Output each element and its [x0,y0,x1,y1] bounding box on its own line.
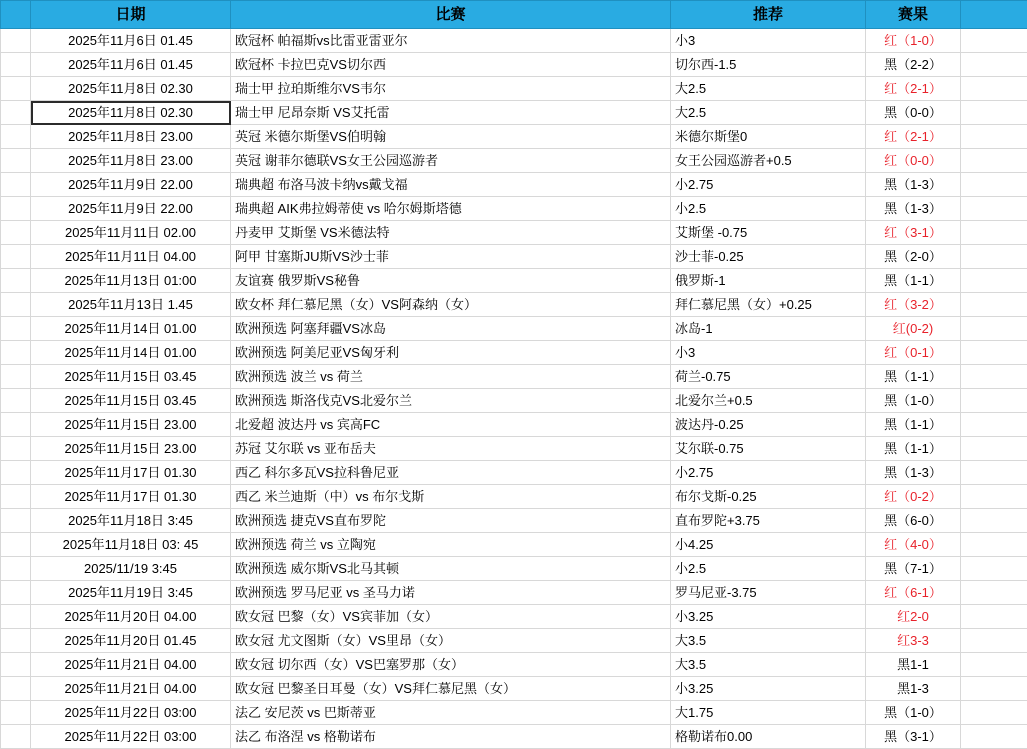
cell-match[interactable]: 欧洲预选 阿美尼亚VS匈牙利 [231,341,671,365]
cell-date[interactable]: 2025年11月19日 3:45 [31,581,231,605]
header-cell-trail [961,1,1027,29]
table-row [1,581,1027,605]
cell-pick[interactable]: 小2.75 [671,173,866,197]
cell-pick[interactable]: 小2.5 [671,197,866,221]
table-row [1,509,1027,533]
cell-result[interactable]: 红（2-1） [866,77,961,101]
table-row [1,341,1027,365]
cell-trailing [961,389,1027,413]
cell-date[interactable]: 2025年11月21日 04.00 [31,653,231,677]
cell-result[interactable]: 黑（2-0） [866,245,961,269]
cell-match[interactable]: 欧洲预选 威尔斯VS北马其顿 [231,557,671,581]
cell-result[interactable]: 红（6-1） [866,581,961,605]
row-header-cell [1,701,31,725]
header-cell-pick: 推荐 [671,1,866,29]
cell-trailing [961,701,1027,725]
cell-date[interactable]: 2025年11月13日 1.45 [31,293,231,317]
row-header-cell [1,293,31,317]
cell-result[interactable]: 黑（2-2） [866,53,961,77]
table-row [1,197,1027,221]
table-row [1,461,1027,485]
cell-match[interactable]: 苏冠 艾尔联 vs 亚布岳夫 [231,437,671,461]
cell-match[interactable]: 西乙 米兰迪斯（中）vs 布尔戈斯 [231,485,671,509]
cell-match[interactable]: 欧洲预选 波兰 vs 荷兰 [231,365,671,389]
cell-trailing [961,101,1027,125]
cell-date[interactable]: 2025年11月8日 02.30 [31,101,231,125]
cell-result[interactable]: 黑（1-1） [866,365,961,389]
table-row [1,725,1027,749]
row-header-cell [1,53,31,77]
cell-trailing [961,341,1027,365]
table-row [1,653,1027,677]
table-row [1,413,1027,437]
cell-trailing [961,653,1027,677]
header-cell-match: 比赛 [231,1,671,29]
cell-result[interactable]: 黑（1-1） [866,413,961,437]
cell-match[interactable]: 欧洲预选 斯洛伐克VS北爱尔兰 [231,389,671,413]
cell-trailing [961,605,1027,629]
cell-match[interactable]: 欧洲预选 阿塞拜疆VS冰岛 [231,317,671,341]
cell-trailing [961,725,1027,749]
cell-result[interactable]: 黑（1-0） [866,389,961,413]
cell-pick[interactable]: 俄罗斯-1 [671,269,866,293]
table-row [1,101,1027,125]
row-header-cell [1,437,31,461]
table-row [1,221,1027,245]
table-row [1,53,1027,77]
table-row [1,245,1027,269]
cell-date[interactable]: 2025年11月8日 02.30 [31,77,231,101]
row-header-cell [1,341,31,365]
cell-pick[interactable]: 大1.75 [671,701,866,725]
cell-date[interactable]: 2025年11月8日 23.00 [31,149,231,173]
row-header-cell [1,461,31,485]
table-row [1,149,1027,173]
cell-trailing [961,77,1027,101]
cell-match[interactable]: 法乙 布洛涅 vs 格勒诺布 [231,725,671,749]
cell-pick[interactable]: 拜仁慕尼黑（女）+0.25 [671,293,866,317]
cell-date[interactable]: 2025年11月17日 01.30 [31,485,231,509]
row-header-cell [1,101,31,125]
cell-pick[interactable]: 小3.25 [671,605,866,629]
header-cell-result: 赛果 [866,1,961,29]
cell-date[interactable]: 2025年11月8日 23.00 [31,125,231,149]
cell-pick[interactable]: 艾斯堡 -0.75 [671,221,866,245]
cell-result[interactable]: 红3-3 [866,629,961,653]
table-row [1,677,1027,701]
cell-date[interactable]: 2025年11月15日 23.00 [31,437,231,461]
cell-pick[interactable]: 直布罗陀+3.75 [671,509,866,533]
table-row [1,269,1027,293]
cell-trailing [961,53,1027,77]
cell-match[interactable]: 欧女冠 尤文图斯（女）VS里昂（女） [231,629,671,653]
row-header-cell [1,413,31,437]
cell-trailing [961,269,1027,293]
cell-match[interactable]: 瑞典超 AIK弗拉姆蒂使 vs 哈尔姆斯塔德 [231,197,671,221]
row-header-cell [1,653,31,677]
table-row [1,629,1027,653]
cell-date[interactable]: 2025年11月6日 01.45 [31,29,231,53]
cell-pick[interactable]: 布尔戈斯-0.25 [671,485,866,509]
table-row [1,605,1027,629]
table-row [1,437,1027,461]
table-row [1,293,1027,317]
row-header-cell [1,149,31,173]
cell-pick[interactable]: 大2.5 [671,101,866,125]
cell-match[interactable]: 瑞士甲 拉珀斯维尔VS韦尔 [231,77,671,101]
table-body [1,1,1027,749]
cell-result[interactable]: 红（3-1） [866,221,961,245]
row-header-cell [1,629,31,653]
table-row [1,317,1027,341]
row-header-cell [1,533,31,557]
cell-match[interactable]: 欧洲预选 荷兰 vs 立陶宛 [231,533,671,557]
cell-date[interactable]: 2025/11/19 3:45 [31,557,231,581]
cell-result[interactable]: 黑（7-1） [866,557,961,581]
cell-trailing [961,245,1027,269]
table-row [1,77,1027,101]
cell-match[interactable]: 英冠 米德尔斯堡VS伯明翰 [231,125,671,149]
cell-date[interactable]: 2025年11月11日 04.00 [31,245,231,269]
row-header-cell [1,581,31,605]
row-header-cell [1,317,31,341]
cell-match[interactable]: 欧女冠 巴黎圣日耳曼（女）VS拜仁慕尼黑（女） [231,677,671,701]
cell-match[interactable]: 瑞典超 布洛马波卡纳vs戴戈福 [231,173,671,197]
row-header-cell [1,125,31,149]
cell-date[interactable]: 2025年11月15日 23.00 [31,413,231,437]
cell-result[interactable]: 红（4-0） [866,533,961,557]
table-row [1,485,1027,509]
cell-trailing [961,173,1027,197]
cell-trailing [961,29,1027,53]
row-header-cell [1,365,31,389]
cell-trailing [961,557,1027,581]
header-cell-date: 日期 [31,1,231,29]
header-cell-blank [1,1,31,29]
cell-date[interactable]: 2025年11月6日 01.45 [31,53,231,77]
cell-date[interactable]: 2025年11月13日 01:00 [31,269,231,293]
row-header-cell [1,269,31,293]
row-header-cell [1,77,31,101]
cell-match[interactable]: 友谊赛 俄罗斯VS秘鲁 [231,269,671,293]
cell-trailing [961,317,1027,341]
cell-trailing [961,149,1027,173]
cell-pick[interactable]: 小3 [671,29,866,53]
cell-pick[interactable]: 罗马尼亚-3.75 [671,581,866,605]
cell-result[interactable]: 红（1-0） [866,29,961,53]
cell-result[interactable]: 黑（1-1） [866,269,961,293]
cell-pick[interactable]: 波达丹-0.25 [671,413,866,437]
cell-pick[interactable]: 小2.5 [671,557,866,581]
row-header-cell [1,509,31,533]
cell-pick[interactable]: 冰岛-1 [671,317,866,341]
cell-result[interactable]: 黑1-1 [866,653,961,677]
cell-trailing [961,509,1027,533]
row-header-cell [1,677,31,701]
cell-trailing [961,461,1027,485]
cell-trailing [961,413,1027,437]
cell-trailing [961,293,1027,317]
cell-result[interactable]: 黑（6-0） [866,509,961,533]
table-row [1,557,1027,581]
row-header-cell [1,29,31,53]
cell-date[interactable]: 2025年11月11日 02.00 [31,221,231,245]
cell-match[interactable]: 丹麦甲 艾斯堡 VS米德法特 [231,221,671,245]
cell-trailing [961,629,1027,653]
cell-pick[interactable]: 女王公园巡游者+0.5 [671,149,866,173]
cell-date[interactable]: 2025年11月20日 01.45 [31,629,231,653]
cell-match[interactable]: 欧洲预选 罗马尼亚 vs 圣马力诺 [231,581,671,605]
cell-trailing [961,677,1027,701]
cell-result[interactable]: 红（3-2） [866,293,961,317]
cell-trailing [961,125,1027,149]
row-header-cell [1,389,31,413]
cell-match[interactable]: 法乙 安尼茨 vs 巴斯蒂亚 [231,701,671,725]
table-row [1,29,1027,53]
table-row [1,389,1027,413]
cell-date[interactable]: 2025年11月18日 3:45 [31,509,231,533]
cell-result[interactable]: 红（0-0） [866,149,961,173]
cell-trailing [961,533,1027,557]
table-row [1,701,1027,725]
cell-date[interactable]: 2025年11月18日 03: 45 [31,533,231,557]
cell-pick[interactable]: 大2.5 [671,77,866,101]
cell-pick[interactable]: 大3.5 [671,629,866,653]
cell-trailing [961,197,1027,221]
cell-result[interactable]: 黑（1-0） [866,701,961,725]
cell-pick[interactable]: 小3 [671,341,866,365]
cell-pick[interactable]: 沙士菲-0.25 [671,245,866,269]
cell-result[interactable]: 黑（1-3） [866,461,961,485]
table-row [1,173,1027,197]
row-header-cell [1,173,31,197]
cell-trailing [961,437,1027,461]
row-header-cell [1,197,31,221]
cell-date[interactable]: 2025年11月17日 01.30 [31,461,231,485]
row-header-cell [1,605,31,629]
cell-date[interactable]: 2025年11月9日 22.00 [31,173,231,197]
cell-result[interactable]: 黑（1-3） [866,173,961,197]
cell-pick[interactable]: 小2.75 [671,461,866,485]
cell-date[interactable]: 2025年11月15日 03.45 [31,365,231,389]
cell-date[interactable]: 2025年11月14日 01.00 [31,341,231,365]
cell-match[interactable]: 西乙 科尔多瓦VS拉科鲁尼亚 [231,461,671,485]
cell-match[interactable]: 欧女杯 拜仁慕尼黑（女）VS阿森纳（女） [231,293,671,317]
cell-pick[interactable]: 荷兰-0.75 [671,365,866,389]
row-header-cell [1,245,31,269]
cell-result[interactable]: 红（0-1） [866,341,961,365]
cell-result[interactable]: 黑（0-0） [866,101,961,125]
cell-pick[interactable]: 格勒诺布0.00 [671,725,866,749]
cell-trailing [961,221,1027,245]
cell-result[interactable]: 红（0-2） [866,485,961,509]
row-header-cell [1,485,31,509]
cell-result[interactable]: 黑（3-1） [866,725,961,749]
cell-pick[interactable]: 小4.25 [671,533,866,557]
table-row [1,533,1027,557]
table-row [1,125,1027,149]
cell-match[interactable]: 英冠 谢菲尔德联VS女王公园巡游者 [231,149,671,173]
cell-pick[interactable]: 切尔西-1.5 [671,53,866,77]
cell-date[interactable]: 2025年11月15日 03.45 [31,389,231,413]
cell-date[interactable]: 2025年11月20日 04.00 [31,605,231,629]
row-header-cell [1,725,31,749]
cell-pick[interactable]: 艾尔联-0.75 [671,437,866,461]
cell-result[interactable]: 黑（1-1） [866,437,961,461]
cell-match[interactable]: 欧女冠 巴黎（女）VS宾菲加（女） [231,605,671,629]
cell-date[interactable]: 2025年11月22日 03:00 [31,701,231,725]
cell-pick[interactable]: 大3.5 [671,653,866,677]
cell-result[interactable]: 红（2-1） [866,125,961,149]
row-header-cell [1,557,31,581]
cell-pick[interactable]: 小3.25 [671,677,866,701]
cell-match[interactable]: 阿甲 甘塞斯JU斯VS沙士菲 [231,245,671,269]
table-row [1,365,1027,389]
cell-pick[interactable]: 北爱尔兰+0.5 [671,389,866,413]
cell-match[interactable]: 欧女冠 切尔西（女）VS巴塞罗那（女） [231,653,671,677]
cell-match[interactable]: 欧冠杯 卡拉巴克VS切尔西 [231,53,671,77]
cell-trailing [961,365,1027,389]
table-header-row [1,1,1027,29]
cell-match[interactable]: 欧冠杯 帕福斯vs比雷亚雷亚尔 [231,29,671,53]
cell-date[interactable]: 2025年11月21日 04.00 [31,677,231,701]
cell-trailing [961,485,1027,509]
cell-result[interactable]: 红2-0 [866,605,961,629]
row-header-cell [1,221,31,245]
cell-result[interactable]: 黑1-3 [866,677,961,701]
cell-date[interactable]: 2025年11月14日 01.00 [31,317,231,341]
cell-match[interactable]: 北爱超 波达丹 vs 宾高FC [231,413,671,437]
cell-pick[interactable]: 米德尔斯堡0 [671,125,866,149]
cell-result[interactable]: 红(0-2) [866,317,961,341]
cell-match[interactable]: 欧洲预选 捷克VS直布罗陀 [231,509,671,533]
cell-result[interactable]: 黑（1-3） [866,197,961,221]
cell-trailing [961,581,1027,605]
cell-date[interactable]: 2025年11月9日 22.00 [31,197,231,221]
cell-match[interactable]: 瑞士甲 尼昂奈斯 VS艾托雷 [231,101,671,125]
cell-date[interactable]: 2025年11月22日 03:00 [31,725,231,749]
